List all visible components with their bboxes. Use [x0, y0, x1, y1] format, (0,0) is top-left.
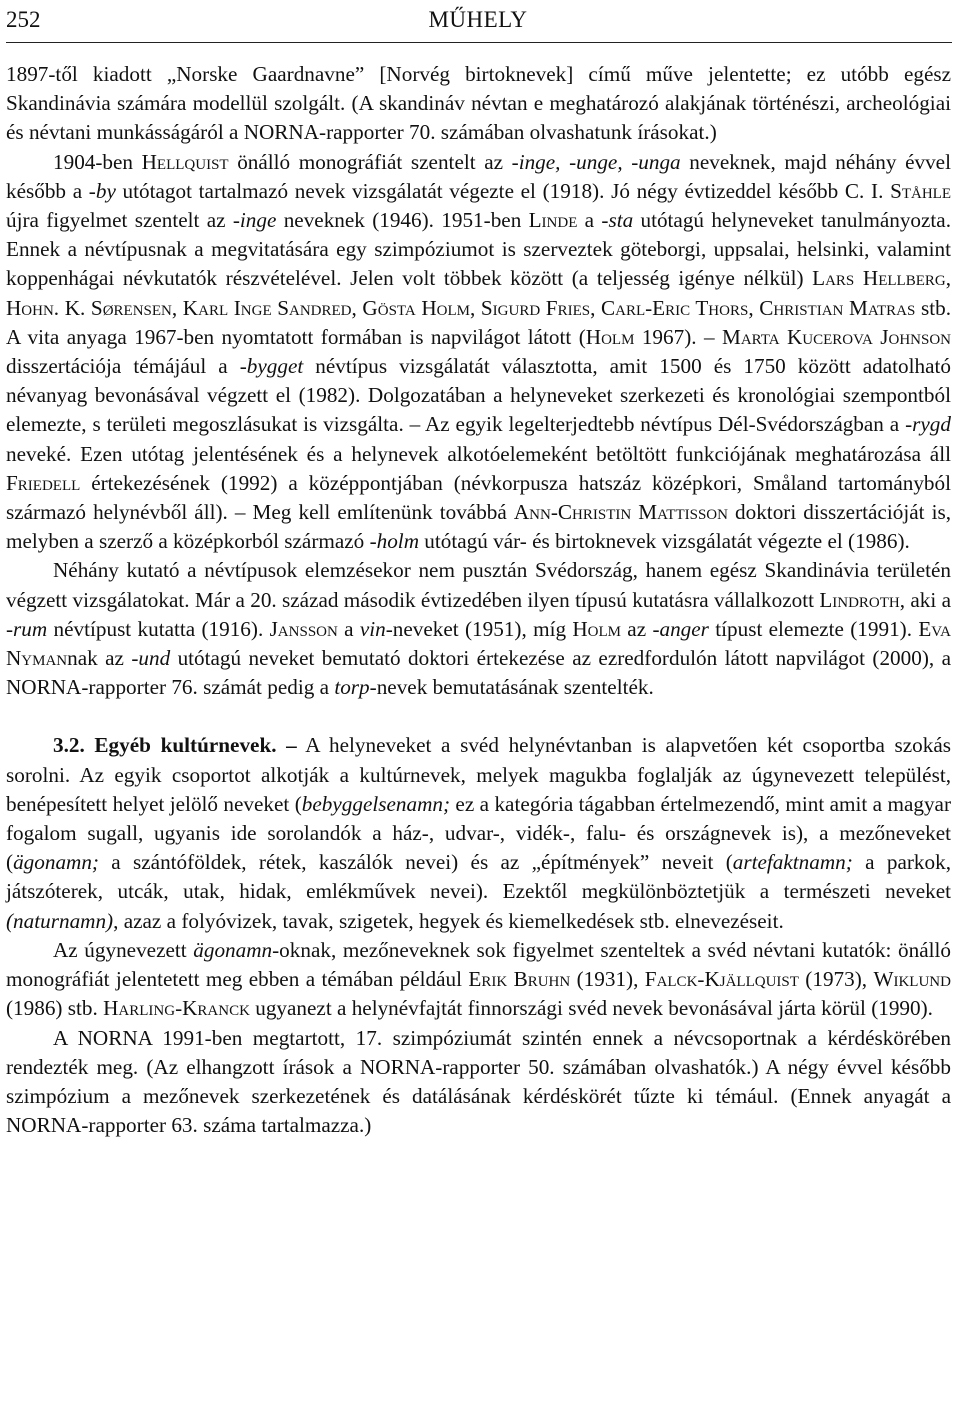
text-run: ez a kategória tágabban értelmezendő, mint amit a magyar fogalom sugall, ugyanis ide sorolandók a ház-, udvar-, vidék-, falu- és országnevek is), a mezőneveket ( — [6, 791, 951, 875]
text-run: (1973), — [798, 967, 874, 992]
author-name: Eva Nyman — [6, 616, 952, 671]
text-run: a — [577, 208, 602, 233]
text-run: értekezésének (1992) a középpontjában (névkorpusza hatszáz középkori, Småland tartományból származó helynévből áll). – Meg kell említenünk továbbá — [6, 470, 951, 525]
text-run: -neveket (1951), míg — [385, 616, 573, 641]
italic-term: -sta — [601, 208, 634, 233]
author-name: Marta Kucerova Johnson — [721, 324, 951, 349]
text-run: névtípust kutatta (1916). — [47, 616, 270, 641]
author-name: Jansson — [269, 616, 338, 641]
italic-term: -rygd — [905, 412, 951, 437]
author-name: Falck-Kjällquist — [644, 967, 799, 992]
text-run: ugyanezt a helynévfajtát finnországi svéd nevek bevonásával járta körül (1990). — [249, 996, 933, 1021]
text-run: -nevek bemutatásának szentelték. — [369, 675, 654, 700]
text-run: névtípus vizsgálatát választotta, amit 1500 és 1750 között adatolható névanyag bevonásával végzett el (1982). Dolgozatában a helyneveket szerkezeti és kronológiai szempontból elemezte, s területi megoszlásukat is vizsgálta. – Az egyik legelterjedtebb névtípus Dél-Svédországban a — [6, 354, 951, 437]
author-name: Ståhle — [890, 178, 951, 203]
author-name: Lindroth — [819, 587, 900, 612]
author-name: Holm — [572, 616, 621, 641]
italic-term: -bygget — [239, 354, 304, 379]
italic-term: -inge, -unge, -unga — [511, 149, 681, 174]
text-run: utótagú neveket bemutató doktori értekezése az ezredfordulón látott napvilágot (2000), a NORNA-rapporter 76. számát pedig a — [6, 646, 951, 700]
text-run: utótagú vár- és birtoknevek vizsgálatát végezte el (1986). — [419, 529, 910, 554]
italic-term: (naturnamn) — [6, 908, 114, 933]
text-run: A helyneveket a svéd helynévtanban is alapvetően két csoportba szokás sorolni. Az egyik csoportot alkotják a kultúrnevek, melyek magukba foglalják az úgynevezett települést, benépesített helyet jelölő neveket ( — [6, 733, 951, 816]
text-run: stb. A vita anyaga 1967-ben nyomtatott formában is napvilágot látott ( — [6, 295, 951, 349]
text-run: a — [337, 616, 360, 641]
paragraph — [6, 556, 951, 702]
author-name: Wiklund — [873, 967, 951, 992]
text-run: a parkok, játszóterek, utcák, utak, hidak, emlékművek nevei). Ezektől megkülönböztetjük a természeti neveket — [6, 850, 951, 904]
text-run: nak az — [67, 646, 132, 671]
italic-term: -inge — [232, 208, 277, 233]
paragraph — [6, 148, 951, 557]
author-name: Harling-Kranck — [103, 996, 250, 1021]
author-name: Holm — [585, 324, 635, 349]
text-run: 1897-től kiadott „Norske Gaardnavne” [Norvég birtoknevek] című műve jelentette; ez utóbb egész Skandinávia számára modellül szolgált. (A skandináv névtan e meghatározó alakjának történészi, archeológiai és névtani munkásságáról a NORNA-rapporter 70. számában olvashatunk írásokat.) — [6, 62, 951, 145]
section-gap — [6, 702, 951, 731]
author-name: Hellquist — [141, 149, 229, 174]
text-run: A NORNA 1991-ben megtartott, 17. szimpóziumát szintén ennek a névcsoportnak a kérdéskörében rendezték meg. (Az elhangzott írások a NORNA-rapporter 50. számában olvashatók.) A négy évvel később szimpózium a mezőnevek szerkezetének és datálásának kérdéskörét tűzte ki témául. (Ennek anyagát a NORNA-rapporter 63. száma tartalmazza.) — [6, 1025, 951, 1138]
text-run: -oknak, mezőneveknek sok figyelmet szenteltek a svéd névtani kutatók: önálló monográfiát jelentetett meg ebben a témában például — [6, 937, 951, 992]
italic-term: ägonamn; — [13, 850, 99, 875]
italic-term: -anger — [652, 616, 709, 641]
text-run: (1986) stb. — [6, 996, 104, 1021]
author-name: Ann-Christin Mattisson — [513, 500, 728, 525]
paragraph — [6, 1024, 951, 1141]
italic-term: -by — [88, 178, 116, 203]
text-run: utótagot tartalmazó nevek vizsgálatát végezte el (1918). Jó négy évtizeddel később C. I. — [115, 178, 891, 203]
author-name: Lars Hellberg, Hohn. K. Sørensen, Karl Inge Sandred, Gösta Holm, Sigurd Fries, Carl-Eric Thors, Christian Matras — [6, 266, 951, 320]
text-run: utótagú helyneveket tanulmányozta. Ennek a névtípusnak a megvitatására egy szimpóziumot is szerveztek göteborgi, uppsalai, helsinki, valamint koppenhágai névkutatók részvételével. Jelen volt többek között (a teljesség igénye nélkül) — [6, 208, 952, 291]
italic-term: -rum — [6, 616, 48, 641]
paragraph — [6, 60, 951, 148]
text-run: disszertációja témájául a — [6, 354, 240, 379]
article-body — [6, 60, 951, 1140]
paragraph — [6, 731, 951, 935]
text-run: Az úgynevezett — [53, 937, 194, 962]
text-run: önálló monográfiát szentelt az — [228, 149, 512, 174]
paragraph — [6, 936, 951, 1024]
italic-term: -und — [131, 646, 171, 671]
text-run: neveknek, majd néhány évvel később a — [6, 149, 951, 203]
section-heading: 3.2. Egyéb kultúrnevek. – — [53, 733, 297, 758]
author-name: Friedell — [6, 470, 81, 495]
author-name: Linde — [528, 208, 578, 233]
text-run: típust elemezte (1991). — [708, 616, 919, 641]
italic-term: vin — [359, 616, 386, 641]
page-number: 252 — [6, 7, 41, 32]
header-rule — [6, 42, 952, 43]
text-run: neveknek (1946). 1951-ben — [276, 208, 529, 233]
text-run: doktori disszertációját is, melyben a szerző a középkorból származó — [6, 500, 951, 554]
running-head: MŰHELY — [428, 7, 528, 32]
text-run: 1967). – — [634, 324, 722, 349]
text-run: a szántóföldek, rétek, kaszálók nevei) és az „építmények” neveit ( — [98, 850, 733, 875]
italic-term: ägonamn — [193, 937, 273, 962]
text-run: (1931), — [570, 967, 645, 992]
text-run: újra figyelmet szentelt az — [6, 208, 233, 233]
text-run: Néhány kutató a névtípusok elemzésekor nem pusztán Svédország, hanem egész Skandinávia területén végzett vizsgálatokat. Már a 20. század második évtizedében ilyen típusú kutatásra vállalkozott — [6, 558, 951, 612]
text-run: , azaz a folyóvizek, tavak, szigetek, hegyek és kiemelkedések stb. elnevezéseit. — [113, 908, 784, 933]
text-run: , aki a — [899, 587, 951, 612]
page-header — [6, 4, 950, 40]
italic-term: torp — [334, 675, 370, 700]
italic-term: -holm — [369, 529, 419, 554]
text-run: az — [621, 616, 653, 641]
italic-term: artefaktnamn; — [732, 850, 853, 875]
text-run: neveké. Ezen utótag jelentésének és a helynevek alkotóelemeként betöltött funkciójának meghatározása áll — [6, 441, 951, 466]
text-run: 1904-ben — [53, 149, 142, 174]
author-name: Erik Bruhn — [468, 967, 571, 992]
italic-term: bebyggelsenamn; — [301, 791, 451, 816]
